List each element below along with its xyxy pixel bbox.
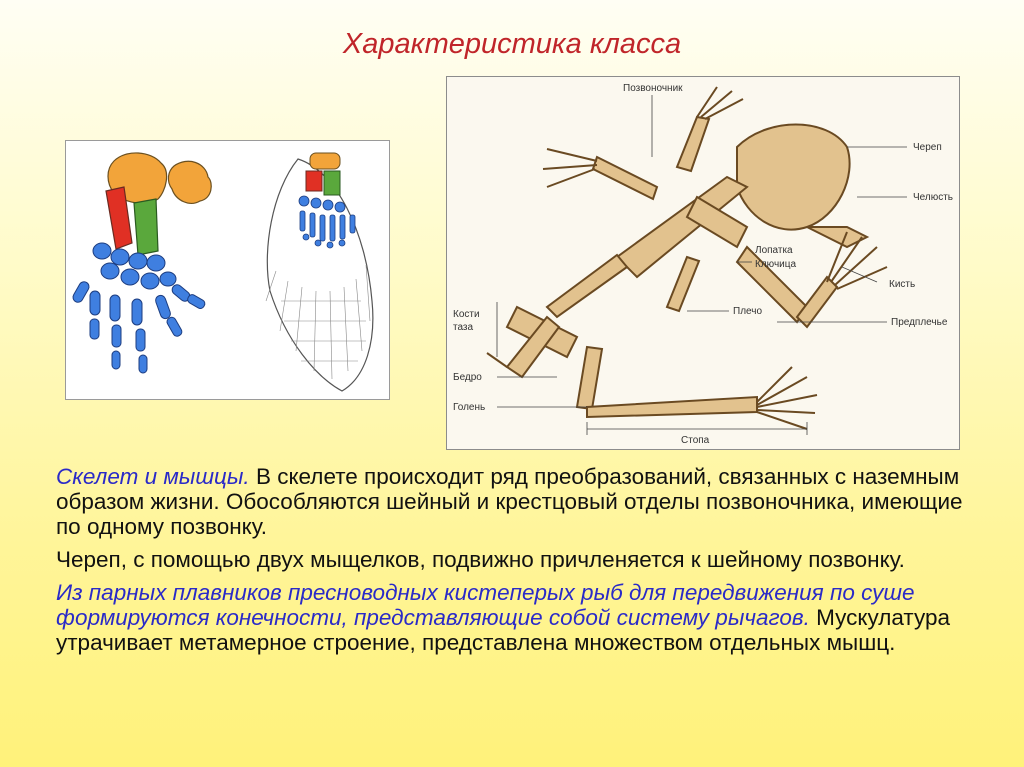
limb-diagram [71,153,211,373]
label-thigh: Бедро [453,372,482,383]
paragraph-limbs [56,580,976,655]
fin-diagram [266,153,373,391]
slide-title: Характеристика класса [342,28,682,60]
paragraph-1-rest: В скелете происходит ряд преобразований, связанных с наземным образом жизни. Обособляются шейный и крестцовый отделы позвоночника, имеющие по одному позвонку. [56,464,963,539]
paragraph-skull: Череп, с помощью двух мыщелков, подвижно причленяется к шейному позвонку. [56,547,905,572]
paragraph-1-lead: Скелет и мышцы. [56,464,250,489]
label-clavicle: Ключица [755,259,797,270]
label-skull: Череп [913,142,942,153]
label-jaw: Челюсть [913,192,954,203]
frog-skeleton-image [446,76,960,450]
limb-fin-comparison-image [65,140,390,400]
label-shoulder: Плечо [733,306,763,317]
frog-skeleton-drawing [447,77,959,449]
label-shin: Голень [453,402,486,413]
label-forearm: Предплечье [891,317,948,328]
paragraph-3-lead: Из парных плавников пресноводных кистеперых рыб для передвижения по суше формируются конечности, представляющие собой систему рычагов. [56,580,915,630]
slide-body [56,464,976,663]
label-spine: Позвоночник [623,83,683,94]
paragraph-3-rest: Мускулатура утрачивает метамерное строение, представлена множеством отдельных мышц. [56,605,950,655]
label-scapula: Лопатка [755,245,793,256]
paragraph-skeleton-muscles [56,464,976,539]
label-pelvis-1: Кости [453,309,480,320]
skeleton-bones [507,117,867,417]
limb-fin-drawing [66,141,389,399]
label-pelvis-2: таза [453,322,474,333]
label-hand: Кисть [889,279,916,290]
label-foot: Стопа [681,435,710,446]
